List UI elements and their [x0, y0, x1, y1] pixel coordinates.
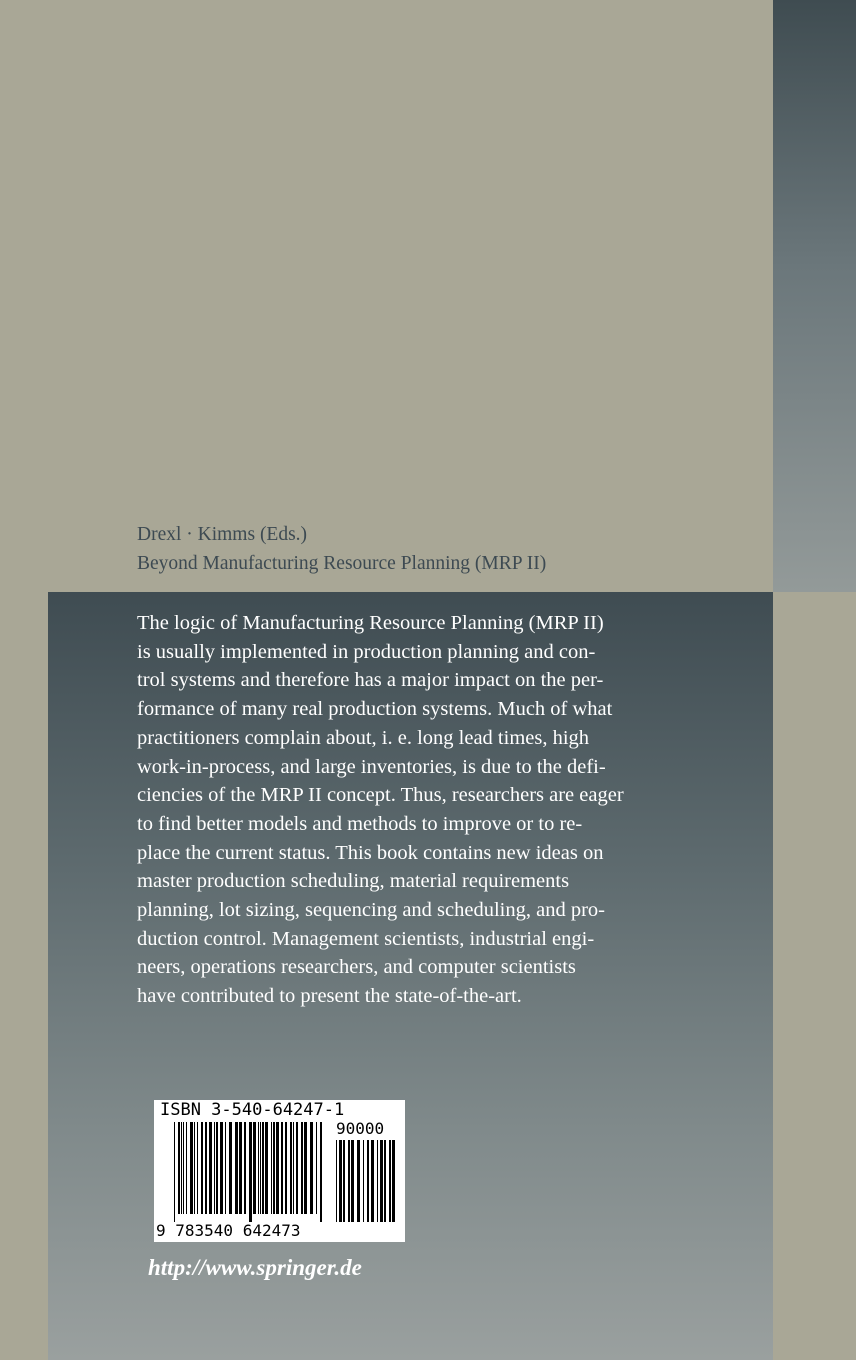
barcode-stripe [290, 1122, 292, 1214]
barcode-stripe [214, 1122, 215, 1214]
barcode-stripe [380, 1140, 383, 1222]
description-line: The logic of Manufacturing Resource Planning (MRP II) [137, 612, 604, 634]
barcode-stripe [392, 1140, 395, 1222]
barcode-stripe [181, 1122, 182, 1214]
description-line: master production scheduling, material requirements [137, 870, 570, 893]
barcode-stripe [239, 1122, 242, 1214]
barcode-stripe [209, 1122, 212, 1214]
book-editors: Drexl · Kimms (Eds.) [137, 524, 308, 545]
description-line: have contributed to present the state-of-the-art. [137, 985, 522, 1008]
barcode-addon-bars [336, 1140, 398, 1222]
barcode-stripe [260, 1122, 261, 1214]
book-description [137, 609, 677, 1011]
barcode-stripe [262, 1122, 264, 1214]
price-code: 90000 [336, 1119, 385, 1138]
barcode-stripe [316, 1122, 317, 1214]
description-line: to find better models and methods to improve or to re- [137, 812, 583, 835]
book-title: Beyond Manufacturing Resource Planning (MRP II) [137, 553, 547, 574]
barcode-stripe [296, 1122, 298, 1214]
barcode-stripe [235, 1122, 238, 1214]
barcode-stripe [301, 1122, 303, 1214]
barcode-stripe [273, 1122, 275, 1214]
description-line: duction control. Management scientists, industrial engi- [137, 927, 595, 950]
barcode-stripe [389, 1140, 391, 1222]
barcode-stripe [201, 1122, 203, 1214]
barcode-stripe [253, 1122, 256, 1214]
barcode-stripe [194, 1122, 195, 1214]
barcode-stripe [348, 1140, 350, 1222]
barcode-stripe [258, 1122, 259, 1214]
decorative-strip [773, 0, 856, 592]
barcode-stripe [310, 1122, 313, 1214]
barcode-stripe [265, 1122, 268, 1214]
description-line: trol systems and therefore has a major impact on the per- [137, 669, 604, 692]
isbn-barcode [154, 1100, 405, 1242]
barcode-stripe [343, 1140, 345, 1222]
barcode-stripe [363, 1140, 364, 1222]
barcode-stripe [293, 1122, 294, 1214]
barcode-stripe [197, 1122, 198, 1214]
description-line: is usually implemented in production planning and con- [137, 640, 596, 663]
barcode-stripe [351, 1140, 354, 1222]
barcode-stripe [367, 1140, 369, 1222]
isbn-number: ISBN 3-540-64247-1 [160, 1100, 345, 1120]
barcode-stripe [186, 1122, 187, 1214]
barcode-stripe [357, 1140, 360, 1222]
description-line: place the current status. This book contains new ideas on [137, 841, 604, 864]
description-line: formance of many real production systems. Much of what [137, 698, 613, 721]
barcode-stripe [336, 1140, 337, 1222]
barcode-bars [174, 1122, 324, 1222]
barcode-stripe [271, 1122, 272, 1214]
barcode-stripe [320, 1122, 322, 1222]
barcode-stripe [276, 1122, 279, 1214]
description-line: neers, operations researchers, and computer scientists [137, 956, 576, 979]
description-line: practitioners complain about, i. e. long lead times, high [137, 726, 590, 749]
barcode-stripe [225, 1122, 226, 1214]
description-line: work-in-process, and large inventories, is due to the defi- [137, 755, 606, 778]
barcode-stripe [183, 1122, 184, 1214]
barcode-stripe [371, 1140, 374, 1222]
barcode-stripe [285, 1122, 287, 1214]
description-line: planning, lot sizing, sequencing and scheduling, and pro- [137, 899, 605, 922]
description-line: ciencies of the MRP II concept. Thus, researchers are eager [137, 784, 624, 807]
barcode-stripe [190, 1122, 193, 1214]
ean-number: 9 783540 642473 [156, 1221, 301, 1240]
barcode-stripe [244, 1122, 246, 1214]
barcode-stripe [281, 1122, 283, 1214]
publisher-url: http://www.springer.de [148, 1255, 362, 1280]
barcode-stripe [249, 1122, 252, 1222]
barcode-stripe [384, 1140, 386, 1222]
barcode-stripe [220, 1122, 223, 1214]
barcode-stripe [304, 1122, 307, 1214]
barcode-stripe [377, 1140, 378, 1222]
barcode-stripe [178, 1122, 180, 1214]
barcode-stripe [216, 1122, 218, 1214]
barcode-stripe [174, 1122, 175, 1222]
barcode-stripe [339, 1140, 342, 1222]
barcode-stripe [229, 1122, 232, 1214]
barcode-stripe [205, 1122, 207, 1214]
